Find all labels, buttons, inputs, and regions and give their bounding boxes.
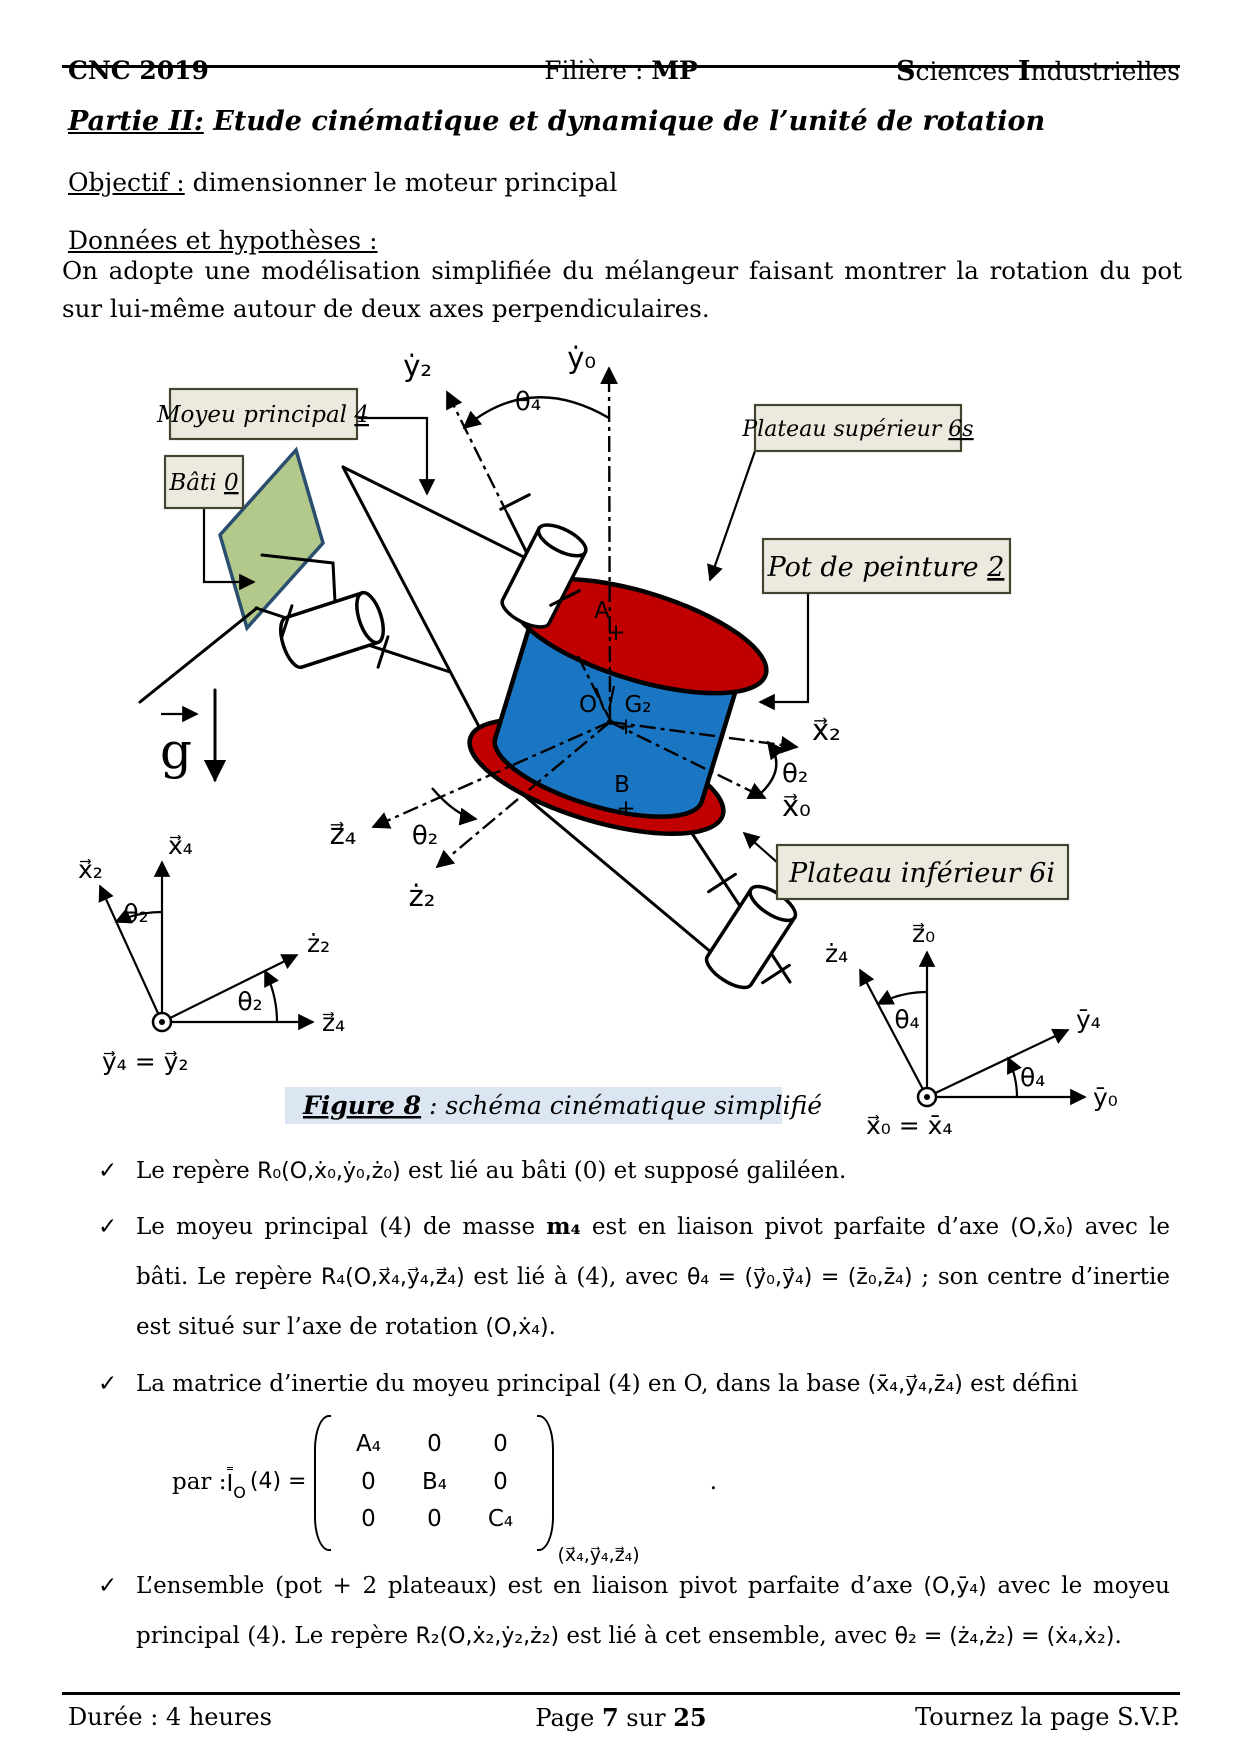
check-icon: ✓	[98, 1572, 118, 1599]
z2-axis-label: ż₂	[408, 879, 436, 913]
svg-text:Plateau inférieur 6i: Plateau inférieur 6i	[788, 858, 1056, 889]
frame-left	[78, 831, 345, 1076]
y2-axis	[447, 392, 508, 515]
inertia-symbol: I $_O$	[227, 1467, 246, 1499]
footer-turn-page: Tournez la page S.V.P.	[915, 1703, 1180, 1731]
theta4-top-label: θ₄	[514, 387, 542, 417]
frame-right-y0-label: ȳ₀	[1093, 1083, 1118, 1112]
svg-text:Moyeu principal 4: Moyeu principal 4	[157, 402, 369, 428]
theta2-arc-right	[760, 742, 776, 794]
frame-left-y-eq-label: y⃗₄ = y⃗₂	[102, 1047, 189, 1076]
frame-left-theta2-bottom: θ₂	[237, 987, 263, 1016]
check-icon: ✓	[98, 1214, 118, 1241]
frame-left-z4-label: z⃗₄	[322, 1008, 346, 1037]
point-B-cross: +	[616, 796, 636, 822]
frame-right-x-eq-label: x⃗₀ = x̄₄	[866, 1111, 953, 1140]
left-pivot-cylinder	[275, 590, 388, 671]
point-A-cross: +	[606, 620, 626, 646]
subject: Sciences Industrielles	[895, 56, 1180, 87]
frame-left-x4-label: x⃗₄	[168, 831, 193, 860]
frame-right-y4-label: ȳ₄	[1076, 1005, 1101, 1034]
intro-paragraph: On adopte une modélisation simplifiée du mélangeur faisant montrer la rotation du pot sur lui-même autour de deux axes perpendiculaires.	[62, 256, 1182, 323]
y2-axis-label: ẏ₂	[403, 349, 432, 383]
label-box-moyeu	[156, 389, 369, 439]
label-box-bati	[165, 456, 243, 508]
y0-axis	[609, 368, 610, 722]
theta2-left-label: θ₂	[411, 821, 439, 851]
frame-left-theta2-top: θ₂	[123, 899, 149, 928]
part-title: Partie II: Etude cinématique et dynamique de l’unité de rotation	[68, 106, 1046, 137]
footer-page-number: Page 7 sur 25	[535, 1703, 707, 1732]
point-B-label: B	[614, 772, 630, 798]
gravity-label: g	[160, 722, 193, 780]
check-icon: ✓	[98, 1370, 118, 1397]
figure-8-kinematic-diagram	[60, 330, 1180, 1142]
page-header	[62, 56, 1180, 87]
plateau-inf-leader	[744, 833, 779, 864]
point-O-label: O	[578, 692, 598, 718]
label-box-plateau-sup	[741, 405, 973, 451]
frame-left-z2-label: ż₂	[307, 929, 331, 958]
point-A-label: A	[594, 598, 610, 624]
hypotheses-list	[96, 1146, 1170, 1667]
plateau-sup-leader	[710, 451, 755, 580]
label-box-pot	[763, 539, 1010, 593]
frame-right-theta4-bottom: θ₄	[1020, 1063, 1046, 1092]
z4-axis-label: z⃗₄	[329, 817, 357, 851]
section-heading: Données et hypothèses :	[68, 226, 378, 255]
list-item-matrice-inertie: ✓ La matrice d’inertie du moyeu principal (4) en O, dans la base (x̄₄,y⃗₄,z̄₄) est défini par : I $_O$ (4) = A₄ 0 0 0 B₄ 0 0 0 C₄ $_{(x⃗_4,y⃗_4,z⃗_4)}$ .	[96, 1359, 1170, 1551]
objective-line: Objectif : dimensionner le moteur principal	[68, 168, 618, 197]
pot-leader	[760, 593, 808, 702]
svg-text:Bâti 0: Bâti 0	[169, 470, 239, 496]
list-item-repere-r0: ✓ Le repère R₀(O,ẋ₀,ẏ₀,ż₀) est lié au bâti (0) et supposé galiléen.	[96, 1146, 1170, 1196]
footer-duration: Durée : 4 heures	[68, 1703, 272, 1731]
moyeu-leader	[357, 418, 427, 494]
point-G2-label: G₂	[624, 692, 652, 718]
frame-left-x2-label: x⃗₂	[78, 855, 103, 884]
inertia-matrix: par : I $_O$ (4) = A₄ 0 0 0 B₄ 0 0 0 C₄ $_{(x⃗_4,y⃗_4,z⃗_4)}$ .	[172, 1415, 1170, 1551]
x0-axis-label: x⃗₀	[782, 789, 811, 823]
svg-text:Figure 8 : schéma cinématique: Figure 8 : schéma cinématique simplifié	[303, 1091, 823, 1120]
page-footer	[62, 1692, 1180, 1732]
svg-text:Plateau supérieur 6s: Plateau supérieur 6s	[742, 417, 974, 442]
svg-text:Pot de peinture 2: Pot de peinture 2	[767, 552, 1005, 583]
exam-title: CNC 2019	[68, 56, 209, 85]
list-item-ensemble-pivot: ✓ L’ensemble (pot + 2 plateaux) est en liaison pivot parfaite d’axe (O,ȳ₄) avec le moyeu principal (4). Le repère R₂(O,ẋ₂,ẏ₂,ż₂) est lié à cet ensemble, avec θ₂ = (ż₄,ż₂) = (ẋ₄,ẋ₂).	[96, 1561, 1170, 1661]
point-G2-cross: +	[616, 714, 636, 740]
figure-caption	[285, 1087, 822, 1124]
check-icon: ✓	[98, 1158, 118, 1184]
filiere: Filière : MP	[544, 56, 698, 85]
origin-O-point	[607, 719, 613, 725]
matrix-grid: A₄ 0 0 0 B₄ 0 0 0 C₄	[356, 1431, 514, 1533]
list-item-moyeu-pivot: ✓ Le moyeu principal (4) de masse m₄ est en liaison pivot parfaite d’axe (O,x̄₀) avec le bâti. Le repère R₄(O,x⃗₄,y⃗₄,z⃗₄) est lié à (4), avec θ₄ = (y⃗₀,y⃗₄) = (z̄₀,z̄₄) ; son centre d’inertie est situé sur l’axe de rotation (O,ẋ₄).	[96, 1202, 1170, 1352]
matrix-basis: (x⃗₄,y⃗₄,z⃗₄)	[557, 1543, 640, 1566]
frame-right	[825, 919, 1118, 1140]
matrix-right-paren	[537, 1415, 554, 1551]
frame-right-z4-label: ż₄	[825, 939, 849, 968]
theta2-arc-left	[432, 788, 476, 819]
label-box-plateau-inf	[777, 845, 1068, 899]
frame-right-z0-label: z⃗₀	[912, 919, 936, 948]
matrix-left-paren	[314, 1415, 331, 1551]
bati-strut	[140, 608, 257, 702]
frame-right-theta4-top: θ₄	[894, 1005, 920, 1034]
x2-axis-label: x⃗₂	[812, 713, 841, 747]
theta2-right-label: θ₂	[782, 759, 809, 789]
y0-axis-label: ẏ₀	[567, 341, 596, 375]
